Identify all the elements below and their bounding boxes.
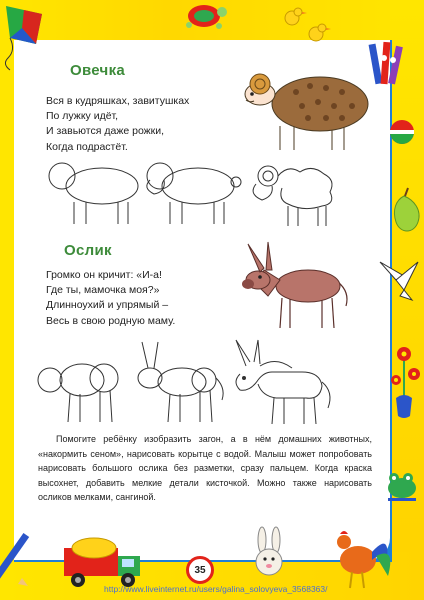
- poem-line: Длинноухий и упрямый –: [46, 299, 169, 312]
- flower-vase-icon: [391, 347, 420, 418]
- ball-icon: [390, 120, 414, 144]
- poem-line: Когда подрастёт.: [46, 140, 128, 153]
- instructions-text: Помогите ребёнку изобразить загон, а в нём домашних животных, «накормить сеном», нарисовать корытце с водой. Малыш может попробовать нарисовать большого ослика без разметки, сразу пальцем. Когда краска высохнет, добавить мелкие детали кисточкой. Можно также нарисовать осликов мелками, сангиной.: [38, 434, 372, 503]
- watermark-url[interactable]: http://www.liveinternet.ru/users/galina_solovyeva_3568363/: [104, 584, 328, 594]
- pear-icon: [394, 188, 419, 231]
- poem-line: По лужку идёт,: [46, 110, 119, 123]
- rooster-icon: [337, 531, 390, 588]
- bunny-icon: [256, 527, 282, 575]
- poem-line: Где ты, мамочка моя?»: [46, 284, 160, 297]
- turtle-icon: [186, 5, 227, 29]
- poem-line: Весь в свою родную маму.: [46, 314, 176, 327]
- truck-icon: [64, 538, 140, 587]
- paper-bird-icon: [380, 262, 418, 300]
- page-number: 35: [186, 556, 214, 584]
- chick-icon: [285, 8, 331, 41]
- pencil-icon: [0, 533, 29, 586]
- sheep-illustration: [236, 60, 376, 152]
- sheep-poem: [46, 94, 189, 155]
- donkey-illustration: [234, 240, 354, 330]
- frog-icon: [388, 473, 416, 501]
- kite-icon: [5, 6, 42, 70]
- sheep-drawing-steps: [42, 158, 342, 230]
- donkey-poem: [46, 268, 175, 329]
- poem-line: Вся в кудряшках, завитушках: [46, 95, 190, 107]
- poem-line: И завьются даже рожки,: [46, 125, 165, 138]
- donkey-title: Ослик: [64, 242, 112, 259]
- sheep-title: Овечка: [70, 62, 126, 79]
- poem-line: Громко он кричит: «И-а!: [46, 269, 162, 281]
- donkey-drawing-steps: [36, 338, 336, 426]
